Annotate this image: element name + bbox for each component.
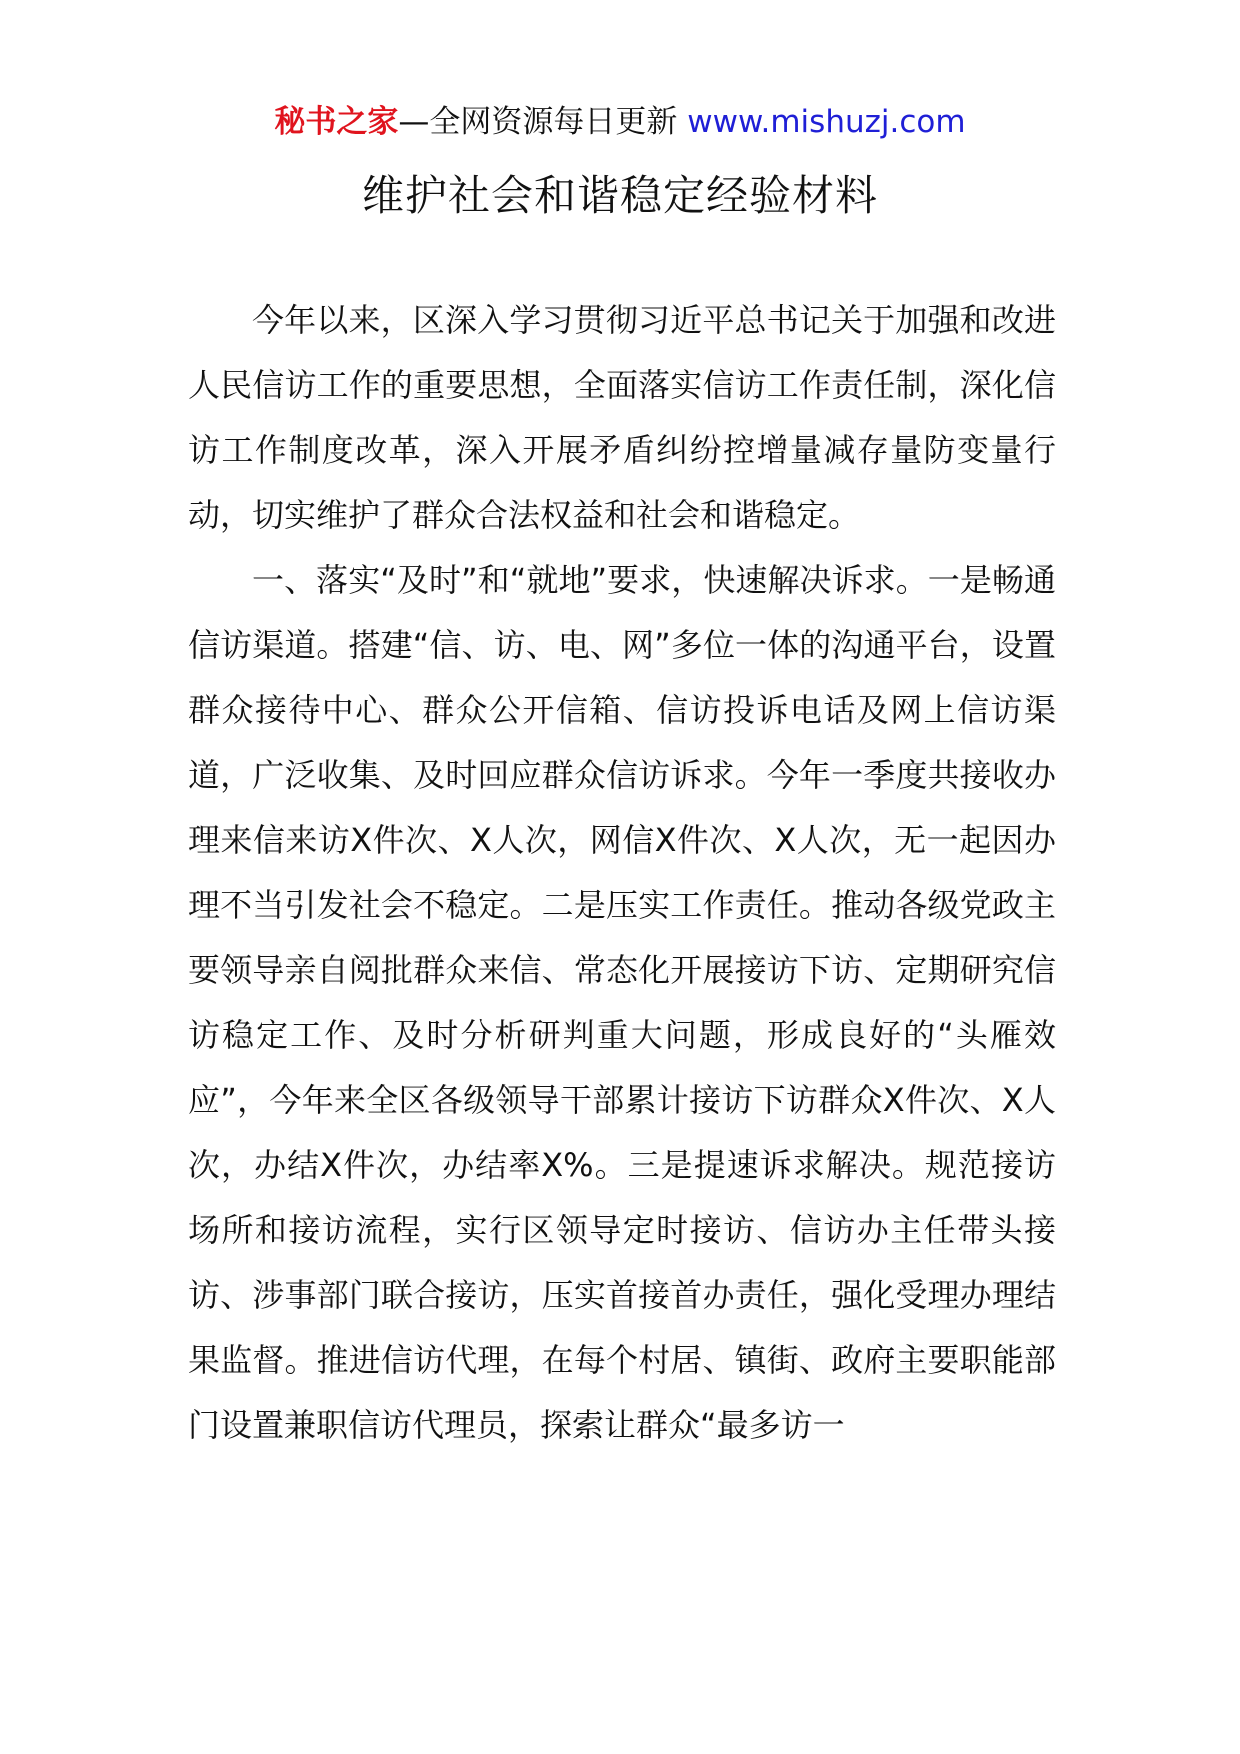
site-tagline: —全网资源每日更新: [398, 104, 688, 140]
document-title: 维护社会和谐稳定经验材料: [361, 171, 878, 220]
intro-paragraph: 今年以来，区深入学习贯彻习近平总书记关于加强和改进人民信访工作的重要思想，全面落实信访工作责任制，深化信访工作制度改革，深入开展矛盾纠纷控增量减存量防变量行动，切实维护了群众合法权益和社会和谐稳定。: [188, 301, 1056, 534]
section-one-paragraph: 一、落实“及时”和“就地”要求，快速解决诉求。一是畅通信访渠道。搭建“信、访、电、网”多位一体的沟通平台，设置群众接待中心、群众公开信箱、信访投诉电话及网上信访渠道，广泛收集、及时回应群众信访诉求。今年一季度共接收办理来信来访X件次、X人次，网信X件次、X人次，无一起因办理不当引发社会不稳定。二是压实工作责任。推动各级党政主要领导亲自阅批群众来信、常态化开展接访下访、定期研究信访稳定工作、及时分析研判重大问题，形成良好的“头雁效应”，今年来全区各级领导干部累计接访下访群众X件次、X人次，办结X件次，办结率X%。三是提速诉求解决。规范接访场所和接访流程，实行区领导定时接访、信访办主任带头接访、涉事部门联合接访，压实首接首办责任，强化受理办理结果监督。推进信访代理，在每个村居、镇街、政府主要职能部门设置兼职信访代理员，探索让群众“最多访一: [188, 561, 1056, 1444]
document-body: [188, 288, 1056, 1458]
site-brand: 秘书之家: [274, 104, 399, 140]
site-url-link[interactable]: www.mishuzj.com: [687, 104, 966, 140]
site-header: [0, 100, 1240, 144]
